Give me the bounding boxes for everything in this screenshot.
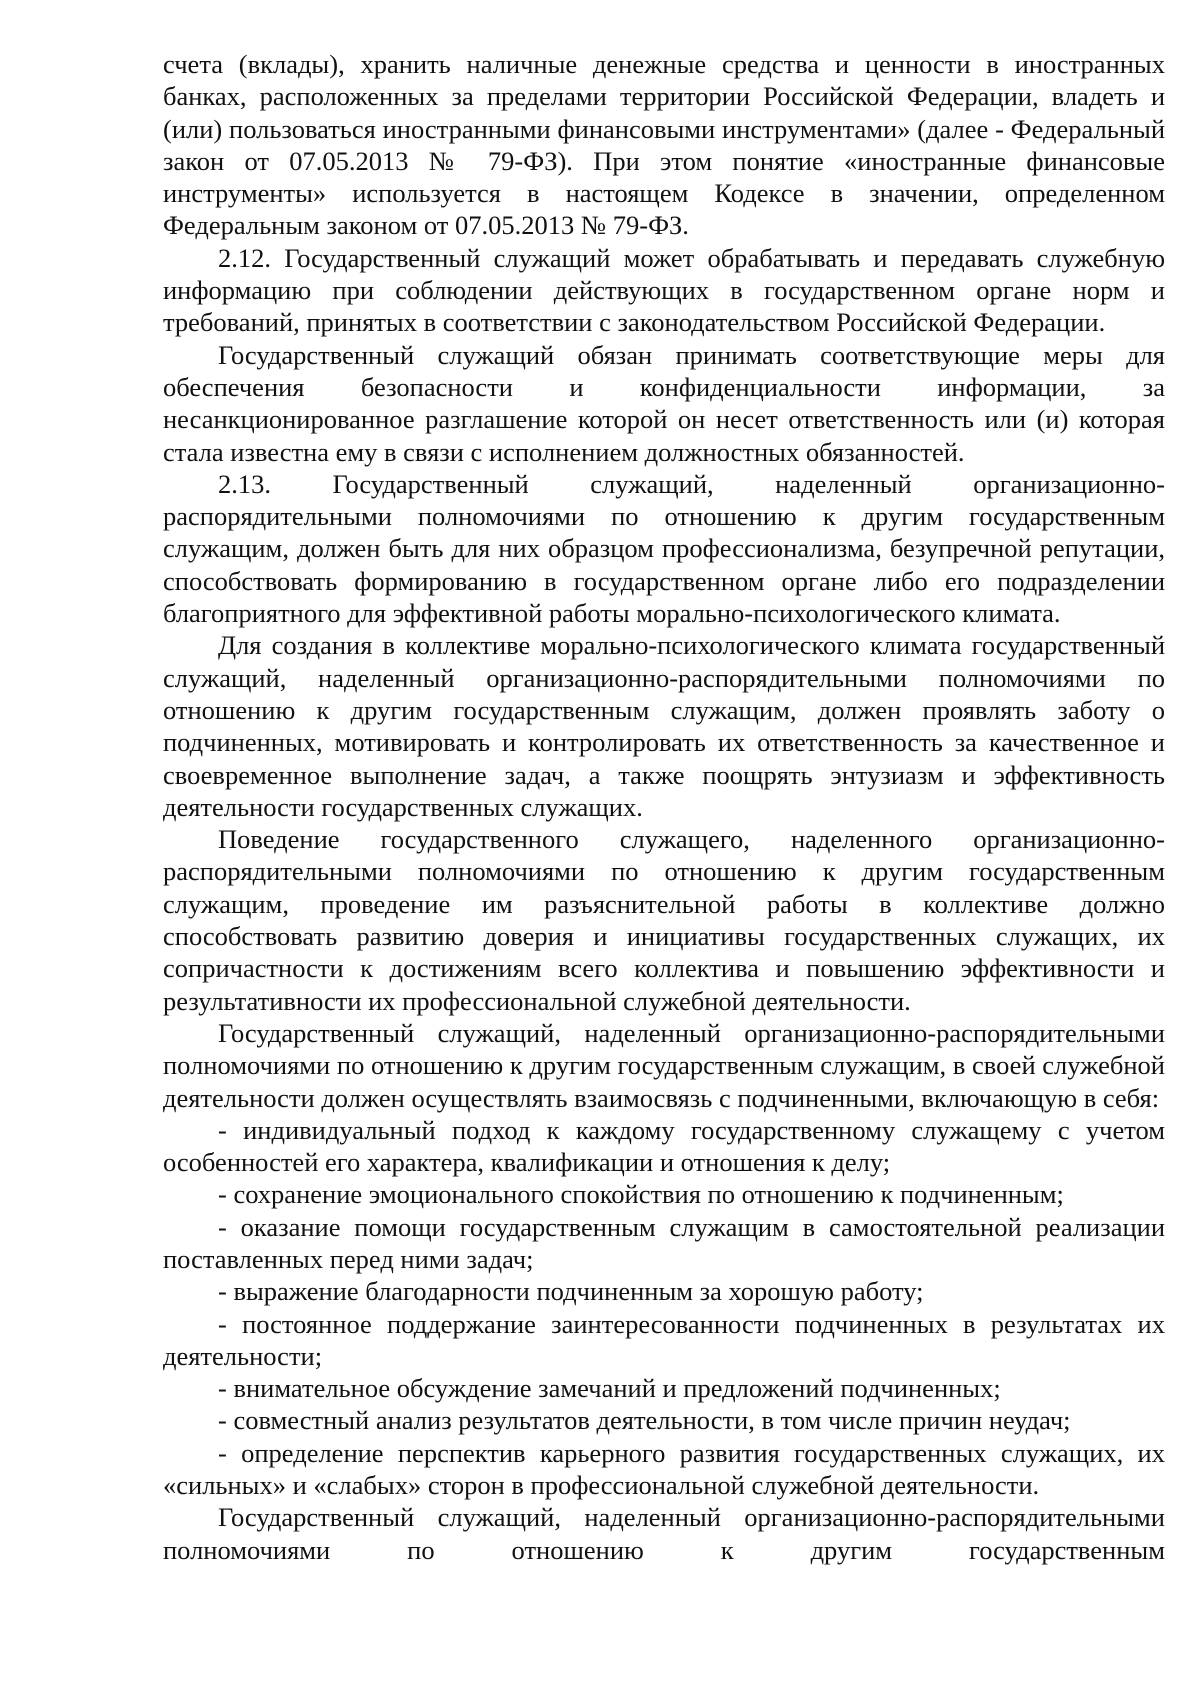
paragraph-behavior: Поведение государственного служащего, наделенного организационно-распорядительными полномочиями по отношению к другим государственным служащим, проведение им разъяснительной работы в коллективе должно способствовать развитию доверия и инициативы государственных служащих, их сопричастности к достижениям всего коллектива и повышению эффективности и результативности их профессиональной служебной деятельности. <box>163 824 1165 1016</box>
list-item: - выражение благодарности подчиненным за хорошую работу; <box>218 1276 924 1307</box>
list-item: - совместный анализ результатов деятельности, в том числе причин неудач; <box>218 1405 1071 1436</box>
list-item: - определение перспектив карьерного развития государственных служащих, их «сильных» и «слабых» сторон в профессиональной служебной деятельности. <box>163 1437 1165 1501</box>
paragraph-interaction: Государственный служащий, наделенный организационно-распорядительными полномочиями по отношению к другим государственным служащим, в своей служебной деятельности должен осуществлять взаимосвязь с подчиненными, включающую в себя: <box>163 1017 1165 1113</box>
list-item: - внимательное обсуждение замечаний и предложений подчиненных; <box>218 1373 1001 1404</box>
paragraph-2-12: 2.12. Государственный служащий может обрабатывать и передавать служебную информацию при соблюдении действующих в государственном органе норм и требований, принятых в соответствии с законодательством Российской Федерации. <box>163 242 1165 338</box>
list-item: - оказание помощи государственным служащим в самостоятельной реализации поставленных перед ними задач; <box>163 1211 1165 1274</box>
paragraph-final: Государственный служащий, наделенный организационно-распорядительными полномочиями по отношению к другим государственным <box>163 1502 1165 1565</box>
document-page <box>163 48 1165 1566</box>
paragraph-confidentiality: Государственный служащий обязан принимать соответствующие меры для обеспечения безопасности и конфиденциальности информации, за несанкционированное разглашение которой он несет ответственность или (и) которая стала известна ему в связи с исполнением должностных обязанностей. <box>163 339 1165 467</box>
paragraph-climate: Для создания в коллективе морально-психологического климата государственный служащий, наделенный организационно-распорядительными полномочиями по отношению к другим государственным служащим, должен проявлять заботу о подчиненных, мотивировать и контролировать их ответственность за качественное и своевременное выполнение задач, а также поощрять энтузиазм и эффективность деятельности государственных служащих. <box>163 630 1165 822</box>
list-item: - индивидуальный подход к каждому государственному служащему с учетом особенностей его характера, квалификации и отношения к делу; <box>163 1114 1165 1178</box>
paragraph-2-13: 2.13. Государственный служащий, наделенный организационно-распорядительными полномочиями по отношению к другим государственным служащим, должен быть для них образцом профессионализма, безупречной репутации, способствовать формированию в государственном органе либо его подразделении благоприятного для эффективной работы морально-психологического климата. <box>163 468 1165 629</box>
list-item: - постоянное поддержание заинтересованности подчиненных в результатах их деятельности; <box>163 1308 1165 1371</box>
paragraph-continuation: счета (вклады), хранить наличные денежные средства и ценности в иностранных банках, расположенных за пределами территории Российской Федерации, владеть и (или) пользоваться иностранными финансовыми инструментами» (далее - Федеральный закон от 07.05.2013 № 79-ФЗ). При этом понятие «иностранные финансовые инструменты» используется в настоящем Кодексе в значении, определенном Федеральным законом от 07.05.2013 № 79-ФЗ. <box>163 49 1165 241</box>
list-item: - сохранение эмоционального спокойствия по отношению к подчиненным; <box>218 1179 1064 1210</box>
